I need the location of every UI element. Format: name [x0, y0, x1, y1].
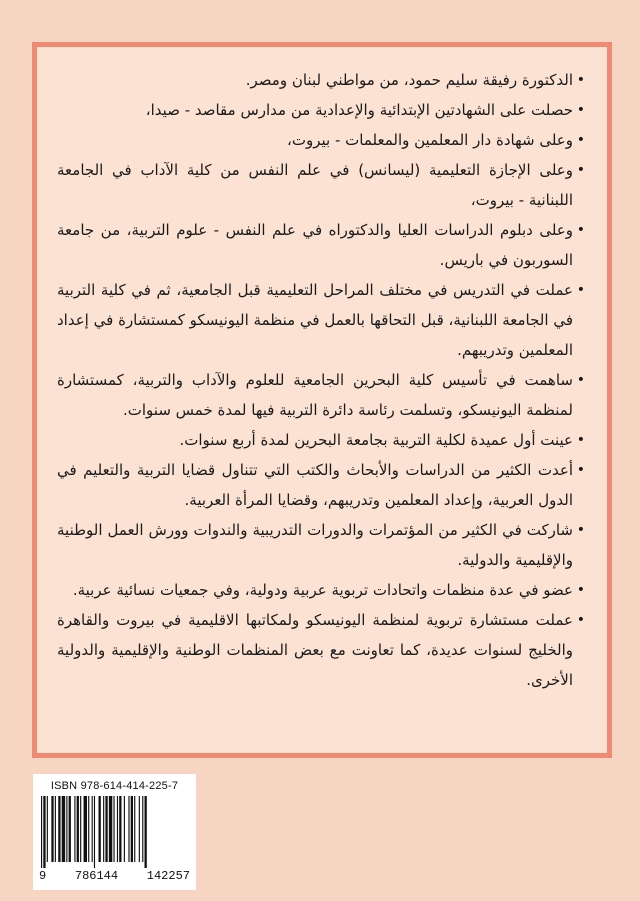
barcode-bar	[105, 796, 107, 862]
barcode-bar	[66, 796, 67, 862]
barcode-bar	[124, 796, 125, 862]
bio-item: • عملت في التدريس في مختلف المراحل التعليمية قبل الجامعية، ثم في كلية التربية في الجامعة اللبنانية، قبل التحاقها بالعمل في منظمة اليونيسكو كمستشارة في إعداد المعلمين وتدريبهم.	[57, 275, 585, 365]
barcode-bar	[119, 796, 121, 862]
barcode-bar	[109, 796, 112, 862]
barcode-bar	[77, 796, 79, 862]
barcode-bar	[99, 796, 101, 862]
barcode-digit-lead: 9	[39, 869, 47, 883]
barcode-box	[33, 774, 196, 890]
barcode-bar	[47, 796, 48, 862]
barcode-bar	[69, 796, 71, 862]
bio-item: • وعلى شهادة دار المعلمين والمعلمات - بيروت،	[57, 125, 585, 155]
barcode-digits	[39, 868, 190, 884]
barcode-bar	[94, 796, 95, 868]
barcode-bar	[84, 796, 87, 862]
barcode-bar	[74, 796, 75, 862]
bio-item: • عينت أول عميدة لكلية التربية بجامعة البحرين لمدة أربع سنوات.	[57, 425, 585, 455]
barcode-digit-group-right: 142257	[146, 869, 190, 883]
isbn-label: ISBN 978-614-414-225-7	[50, 780, 179, 792]
barcode-bar	[134, 796, 135, 862]
barcode-bar	[51, 796, 53, 862]
barcode-bar	[62, 796, 65, 862]
bio-item: • شاركت في الكثير من المؤتمرات والدورات التدريبية والندوات وورش العمل الوطنية والإقليمية والدولية.	[57, 515, 585, 575]
barcode-bar	[139, 796, 140, 862]
barcode-bar	[145, 796, 147, 868]
barcode-digit-group-left: 786144	[74, 869, 119, 883]
bio-list	[57, 65, 585, 695]
bio-item: • وعلى الإجازة التعليمية (ليسانس) في علم النفس من كلية الآداب في الجامعة اللبنانية - بيروت،	[57, 155, 585, 215]
bio-item: • الدكتورة رفيقة سليم حمود، من مواطني لبنان ومصر.	[57, 65, 585, 95]
bio-item: • حصلت على الشهادتين الإبتدائية والإعدادية من مدارس مقاصد - صيدا،	[57, 95, 585, 125]
barcode-bar	[117, 796, 118, 862]
barcode-bar	[41, 796, 42, 868]
barcode-bar	[142, 796, 143, 862]
bio-frame	[32, 42, 612, 758]
barcode-icon	[39, 796, 190, 868]
barcode-bar	[131, 796, 133, 862]
bio-item: • ساهمت في تأسيس كلية البحرين الجامعية للعلوم والآداب والتربية، كمستشارة لمنظمة اليونيسكو، وتسلمت رئاسة دائرة التربية فيها لمدة خمس سنوات.	[57, 365, 585, 425]
barcode-bar	[88, 796, 89, 862]
barcode-bar	[55, 796, 56, 862]
bio-item: • وعلى دبلوم الدراسات العليا والدكتوراه في علم النفس - علوم التربية، من جامعة السوربون في باريس.	[57, 215, 585, 275]
barcode-bar	[80, 796, 81, 862]
barcode-bar	[113, 796, 114, 862]
bio-panel	[37, 47, 607, 753]
barcode-bar	[58, 796, 60, 862]
bio-item: • عضو في عدة منظمات واتحادات تربوية عربية ودولية، وفي جمعيات نسائية عربية.	[57, 575, 585, 605]
bio-item: • أعدت الكثير من الدراسات والأبحاث والكتب التي تتناول قضايا التربية والتعليم في الدول العربية، وإعداد المعلمين وتدريبهم، وقضايا المرأة العربية.	[57, 455, 585, 515]
barcode-bar	[103, 796, 104, 862]
barcode-bar	[128, 796, 129, 862]
barcode-bar	[92, 796, 93, 862]
bio-item: • عملت مستشارة تربوية لمنظمة اليونيسكو ولمكاتبها الاقليمية في بيروت والقاهرة والخليج لسنوات عديدة، كما تعاونت مع بعض المنظمات الوطنية والإقليمية والدولية الأخرى.	[57, 605, 585, 695]
barcode-bar	[43, 796, 45, 868]
